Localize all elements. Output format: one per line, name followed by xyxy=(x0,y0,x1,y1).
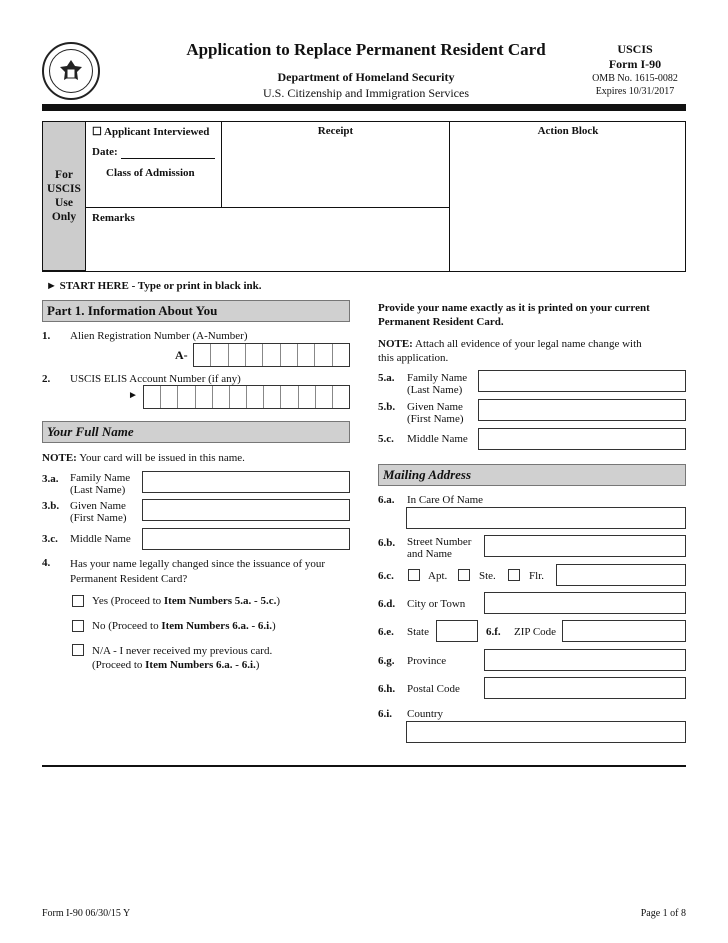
form-title: Application to Replace Permanent Resident Card xyxy=(186,40,546,59)
remarks-label: Remarks xyxy=(92,212,135,224)
given-name-input[interactable] xyxy=(142,499,350,521)
city-label: City or Town xyxy=(407,598,466,610)
name-changed-no-checkbox[interactable] xyxy=(72,620,84,632)
q6a-number: 6.a. xyxy=(378,494,395,506)
state-input[interactable] xyxy=(436,620,478,642)
name-change-instructions: Provide your name exactly as it is printed on your current Permanent Resident Card. xyxy=(378,302,650,328)
a-number-prefix: A- xyxy=(175,348,188,362)
apt-checkbox[interactable] xyxy=(408,569,420,581)
q6e-number: 6.e. xyxy=(378,626,394,638)
prev-middle-name-input[interactable] xyxy=(478,428,686,450)
form-id: Form I-90 xyxy=(608,57,662,71)
header-divider xyxy=(42,104,686,111)
omb-number: OMB No. 1615-0082 xyxy=(592,73,678,84)
option-na-label: N/A - I never received my previous card. (Proceed to Item Numbers 6.a. - 6.i.) xyxy=(92,645,273,671)
footer-divider xyxy=(42,765,686,767)
ste-label: Ste. xyxy=(479,570,496,582)
department-name: Department of Homeland Security xyxy=(277,70,455,84)
elis-account-input[interactable] xyxy=(143,385,350,409)
name-change-note: NOTE: Attach all evidence of your legal name change with this application. xyxy=(378,338,642,364)
prev-family-name-label: Family Name (Last Name) xyxy=(407,372,468,396)
prev-given-name-label: Given Name (First Name) xyxy=(407,401,464,425)
q1-number: 1. xyxy=(42,330,51,342)
name-changed-na-checkbox[interactable] xyxy=(72,644,84,656)
full-name-heading: Your Full Name xyxy=(42,421,350,443)
divider xyxy=(86,207,450,208)
a-number-label: Alien Registration Number (A-Number) xyxy=(70,330,248,342)
a-number-input[interactable] xyxy=(193,343,350,367)
q6h-number: 6.h. xyxy=(378,683,396,695)
postal-code-input[interactable] xyxy=(484,677,686,699)
middle-name-label: Middle Name xyxy=(70,533,131,545)
q6g-number: 6.g. xyxy=(378,655,395,667)
q6f-number: 6.f. xyxy=(486,626,501,638)
part1-heading: Part 1. Information About You xyxy=(42,300,350,322)
unit-number-input[interactable] xyxy=(556,564,686,586)
q3c-number: 3.c. xyxy=(42,533,58,545)
apt-label: Apt. xyxy=(428,570,448,582)
country-label: Country xyxy=(407,708,444,720)
divider xyxy=(449,121,450,272)
eagle-icon xyxy=(56,56,86,86)
country-input[interactable] xyxy=(406,721,686,743)
province-label: Province xyxy=(407,655,447,667)
q5c-number: 5.c. xyxy=(378,433,394,445)
applicant-interviewed-label: ☐ Applicant Interviewed xyxy=(92,126,210,138)
agency-name: U.S. Citizenship and Immigration Services xyxy=(263,86,469,100)
option-yes-label: Yes (Proceed to Item Numbers 5.a. - 5.c.) xyxy=(92,595,281,607)
q2-number: 2. xyxy=(42,373,51,385)
dhs-seal xyxy=(42,42,100,100)
prev-given-name-input[interactable] xyxy=(478,399,686,421)
page-number: Page 1 of 8 xyxy=(640,908,686,919)
q6i-number: 6.i. xyxy=(378,708,393,720)
prev-middle-name-label: Middle Name xyxy=(407,433,468,445)
family-name-input[interactable] xyxy=(142,471,350,493)
zip-input[interactable] xyxy=(562,620,686,642)
ste-checkbox[interactable] xyxy=(458,569,470,581)
expiration-date: Expires 10/31/2017 xyxy=(595,86,675,97)
prev-family-name-input[interactable] xyxy=(478,370,686,392)
q3a-number: 3.a. xyxy=(42,473,59,485)
start-here-instruction: ► START HERE - Type or print in black ink. xyxy=(46,280,262,292)
city-input[interactable] xyxy=(484,592,686,614)
q5b-number: 5.b. xyxy=(378,401,396,413)
date-label: Date: xyxy=(92,146,118,158)
street-label: Street Number and Name xyxy=(407,536,472,560)
street-input[interactable] xyxy=(484,535,686,557)
postal-code-label: Postal Code xyxy=(407,683,460,695)
zip-label: ZIP Code xyxy=(514,626,557,638)
q5a-number: 5.a. xyxy=(378,372,395,384)
in-care-of-input[interactable] xyxy=(406,507,686,529)
name-changed-question: Has your name legally changed since the issuance of your Permanent Resident Card? xyxy=(70,558,326,585)
office-use-block xyxy=(42,121,686,272)
q6c-number: 6.c. xyxy=(378,570,394,582)
elis-account-label: USCIS ELIS Account Number (if any) xyxy=(70,373,241,385)
option-no-label: No (Proceed to Item Numbers 6.a. - 6.i.) xyxy=(92,620,276,632)
class-of-admission-label: Class of Admission xyxy=(106,167,195,179)
date-line xyxy=(121,158,215,159)
province-input[interactable] xyxy=(484,649,686,671)
flr-label: Flr. xyxy=(529,570,544,582)
state-label: State xyxy=(407,626,429,638)
q6b-number: 6.b. xyxy=(378,537,396,549)
q3b-number: 3.b. xyxy=(42,500,60,512)
form-edition: Form I-90 06/30/15 Y xyxy=(42,908,131,919)
q6d-number: 6.d. xyxy=(378,598,396,610)
receipt-label: Receipt xyxy=(317,125,354,137)
q4-number: 4. xyxy=(42,557,51,569)
agency-abbr: USCIS xyxy=(617,42,653,56)
family-name-label: Family Name (Last Name) xyxy=(70,472,131,496)
middle-name-input[interactable] xyxy=(142,528,350,550)
arrow-icon: ► xyxy=(128,390,138,401)
flr-checkbox[interactable] xyxy=(508,569,520,581)
in-care-of-label: In Care Of Name xyxy=(407,494,484,506)
name-changed-yes-checkbox[interactable] xyxy=(72,595,84,607)
action-block-label: Action Block xyxy=(537,125,599,137)
uscis-use-only-label: For USCIS Use Only xyxy=(42,121,86,271)
given-name-label: Given Name (First Name) xyxy=(70,500,127,524)
mailing-address-heading: Mailing Address xyxy=(378,464,686,486)
full-name-note: NOTE: Your card will be issued in this name. xyxy=(42,452,245,464)
